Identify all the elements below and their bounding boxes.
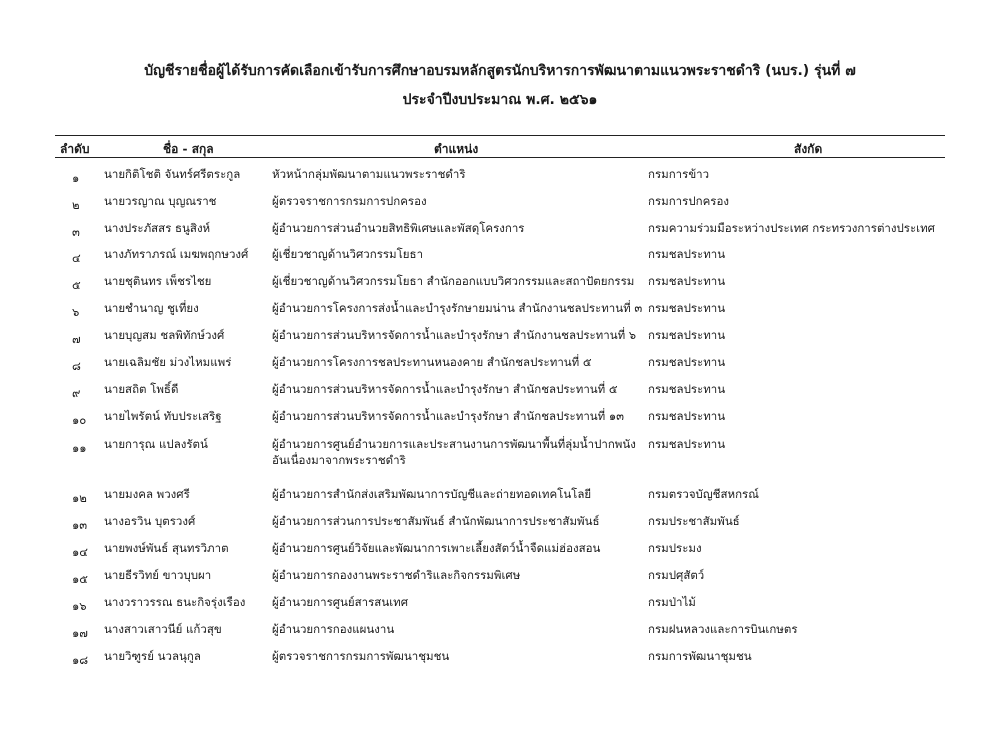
column-header-position: ตำแหน่ง <box>434 142 479 156</box>
row-position: หัวหน้ากลุ่มพัฒนาตามแนวพระราชดำริ <box>272 167 466 181</box>
row-name: นายมงคล พวงศรี <box>104 487 190 501</box>
row-department: กรมชลประทาน <box>648 355 726 369</box>
row-department: กรมชลประทาน <box>648 301 726 315</box>
row-name: นายธีรวิทย์ ขาวบุบผา <box>104 568 212 582</box>
row-department: กรมป่าไม้ <box>648 595 696 609</box>
row-number: ๑๘ <box>72 653 89 667</box>
row-department: กรมตรวจบัญชีสหกรณ์ <box>648 487 759 501</box>
table-top-rule <box>55 135 945 136</box>
row-department: กรมการข้าว <box>648 167 710 181</box>
row-name: นายกิติโชติ จันทร์ศรีตระกูล <box>104 167 241 181</box>
row-number: ๒ <box>72 198 80 212</box>
row-department: กรมประชาสัมพันธ์ <box>648 514 740 528</box>
row-position: ผู้อำนวยการส่วนอำนวยสิทธิพิเศษและพัสดุโครงการ <box>272 221 525 235</box>
row-position: ผู้เชี่ยวชาญด้านวิศวกรรมโยธา <box>272 247 424 261</box>
row-position: ผู้อำนวยการส่วนการประชาสัมพันธ์ สำนักพัฒนาการประชาสัมพันธ์ <box>272 514 600 528</box>
row-number: ๑๔ <box>72 545 89 559</box>
row-position: ผู้อำนวยการส่วนบริหารจัดการน้ำและบำรุงรักษา สำนักชลประทานที่ ๑๓ <box>272 409 625 423</box>
row-department: กรมชลประทาน <box>648 382 726 396</box>
document-subtitle: ประจำปีงบประมาณ พ.ศ. ๒๕๖๑ <box>402 92 598 108</box>
row-name: นางสาวเสาวนีย์ แก้วสุข <box>104 622 222 636</box>
row-department: กรมชลประทาน <box>648 274 726 288</box>
row-number: ๑๗ <box>72 626 88 640</box>
row-number: ๙ <box>72 386 81 400</box>
row-name: นายพงษ์พันธ์ สุนทรวิภาต <box>104 541 229 555</box>
row-name: นายชำนาญ ชูเที่ยง <box>104 301 199 315</box>
row-department: กรมความร่วมมือระหว่างประเทศ กระทรวงการต่างประเทศ <box>648 221 935 235</box>
row-position: ผู้อำนวยการกองแผนงาน <box>272 622 395 636</box>
row-number: ๕ <box>72 278 81 292</box>
row-name: นายวิฑูรย์ นวลนุกูล <box>104 649 201 663</box>
row-name: นายวรญาณ บุญณราช <box>104 194 217 208</box>
row-position: ผู้อำนวยการศูนย์สารสนเทศ <box>272 595 409 609</box>
row-name: นางประภัสสร ธนูสิงห์ <box>104 221 211 235</box>
row-position: ผู้เชี่ยวชาญด้านวิศวกรรมโยธา สำนักออกแบบวิศวกรรมและสถาปัตยกรรม <box>272 274 635 288</box>
row-number: ๑ <box>72 171 80 185</box>
column-header-department: สังกัด <box>794 142 823 156</box>
row-name: นายการุณ แปลงรัตน์ <box>104 437 208 451</box>
row-position: ผู้อำนวยการศูนย์อำนวยการและประสานงานการพัฒนาพื้นที่ลุ่มน้ำปากพนัง อันเนื่องมาจากพระราชดำริ <box>272 437 636 467</box>
row-department: กรมปศุสัตว์ <box>648 568 705 582</box>
row-position: ผู้อำนวยการศูนย์วิจัยและพัฒนาการเพาะเลี้ยงสัตว์น้ำจืดแม่ฮ่องสอน <box>272 541 601 555</box>
row-number: ๑๒ <box>72 491 87 505</box>
row-department: กรมฝนหลวงและการบินเกษตร <box>648 622 798 636</box>
row-department: กรมชลประทาน <box>648 247 726 261</box>
row-name: นางภัทราภรณ์ เมฆพฤกษวงศ์ <box>104 247 249 261</box>
row-number: ๑๖ <box>72 599 87 613</box>
table-header-rule <box>55 157 945 158</box>
row-department: กรมประมง <box>648 541 702 555</box>
row-position: ผู้อำนวยการส่วนบริหารจัดการน้ำและบำรุงรักษา สำนักงานชลประทานที่ ๖ <box>272 328 637 342</box>
row-number: ๑๕ <box>72 572 89 586</box>
row-number: ๓ <box>72 225 80 239</box>
row-department: กรมชลประทาน <box>648 409 726 423</box>
row-name: นางอรวิน บุตรวงศ์ <box>104 514 196 528</box>
row-number: ๗ <box>72 332 81 346</box>
row-position: ผู้อำนวยการส่วนบริหารจัดการน้ำและบำรุงรักษา สำนักชลประทานที่ ๕ <box>272 382 618 396</box>
row-name: นายชุตินทร เพ็ชรไชย <box>104 274 212 288</box>
row-name: นายเฉลิมชัย ม่วงไหมแพร่ <box>104 355 232 369</box>
row-number: ๑๑ <box>72 441 87 455</box>
row-position: ผู้อำนวยการโครงการส่งน้ำและบำรุงรักษายมน่าน สำนักงานชลประทานที่ ๓ <box>272 301 643 315</box>
column-header-no: ลำดับ <box>60 142 90 156</box>
row-department: กรมการพัฒนาชุมชน <box>648 649 752 663</box>
row-number: ๑๓ <box>72 518 88 532</box>
row-number: ๑๐ <box>72 413 87 427</box>
row-department: กรมชลประทาน <box>648 328 726 342</box>
row-name: นายสถิต โพธิ์ดี <box>104 382 179 396</box>
document-title: บัญชีรายชื่อผู้ได้รับการคัดเลือกเข้ารับการศึกษาอบรมหลักสูตรนักบริหารการพัฒนาตามแนวพระราชดำริ (นบร.) รุ่นที่ ๗ <box>144 63 856 79</box>
row-name: นายบุญสม ชลพิทักษ์วงศ์ <box>104 328 225 342</box>
row-department: กรมชลประทาน <box>648 437 726 451</box>
row-position: ผู้ตรวจราชการกรมการปกครอง <box>272 194 427 208</box>
row-position: ผู้อำนวยการกองงานพระราชดำริและกิจกรรมพิเศษ <box>272 568 521 582</box>
row-name: นายไพรัตน์ ทับประเสริฐ <box>104 409 222 423</box>
row-position: ผู้อำนวยการสำนักส่งเสริมพัฒนาการบัญชีและถ่ายทอดเทคโนโลยี <box>272 487 592 501</box>
column-header-name: ชื่อ - สกุล <box>163 142 214 156</box>
row-number: ๘ <box>72 359 81 373</box>
row-department: กรมการปกครอง <box>648 194 729 208</box>
row-name: นางวราวรรณ ธนะกิจรุ่งเรือง <box>104 595 246 609</box>
row-number: ๔ <box>72 251 81 265</box>
row-position: ผู้อำนวยการโครงการชลประทานหนองคาย สำนักชลประทานที่ ๕ <box>272 355 592 369</box>
row-number: ๖ <box>72 305 80 319</box>
row-position: ผู้ตรวจราชการกรมการพัฒนาชุมชน <box>272 649 450 663</box>
